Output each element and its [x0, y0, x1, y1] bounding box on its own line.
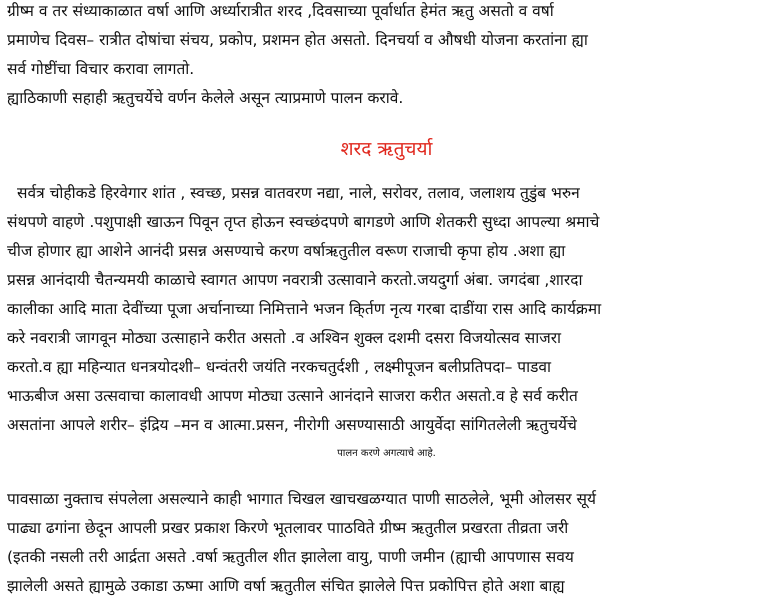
- text-line: करे नवरात्री जागवून मोठ्या उत्साहाने करीत असतो .व अश्विन शुक्ल दशमी दसरा विजयोत्सव साजरा: [7, 329, 562, 347]
- text-line: पालन करणे अगत्याचे आहे.: [337, 448, 436, 459]
- text-line: प्रमाणेच दिवस– रात्रीत दोषांचा संचय, प्रकोप, प्रशमन होत असतो. दिनचर्या व औषधी योजना करतांना ह्या: [7, 31, 588, 49]
- text-line: ग्रीष्म व तर संध्याकाळात वर्षा आणि अर्ध्यारात्रीत शरद ,दिवसाच्या पूर्वार्धात हेमंत ऋतु असतो व वर्षा: [7, 2, 554, 20]
- text-line: (इतकी नसली तरी आर्द्रता असते .वर्षा ऋतुतील शीत झालेला वायु, पाणी जमीन (ह्याची आपणास सवय: [7, 548, 574, 566]
- text-line: संथपणे वाहणे .पशुपाक्षी खाऊन पिवून तृप्त होऊन स्वच्छंदपणे बागडणे आणि शेतकरी सुध्दा आपल्या श्रमाचे: [7, 213, 600, 231]
- text-line: पाढ्या ढगांना छेदून आपली प्रखर प्रकाश किरणे भूतलावर पााठविते ग्रीष्म ऋतुतील प्रखरता तीव्रता जरी: [7, 519, 569, 537]
- text-line: चीज होणार ह्या आशेने आनंदी प्रसन्न असण्याचे करण वर्षाऋतुतील वरूण राजाची कृपा होय .अशा ह्या: [7, 242, 566, 260]
- text-line: असतांना आपले शरीर– इंद्रिय –मन व आत्मा.प्रसन, नीरोगी असण्यासाठी आयुर्वेदा सांगितलेली ऋतुचर्येचे: [7, 416, 577, 434]
- text-line: भाऊबीज असा उत्सवाचा कालावधी आपण मोठ्या उत्साने आनंदाने साजरा करीत असतो.व हे सर्व करीत: [7, 387, 578, 405]
- text-line: सर्वत्र चोहीकडे हिरवेगार शांत , स्वच्छ, प्रसन्न वातवरण नद्या, नाले, सरोवर, तलाव, जलाशय तुडुंब भरुन: [17, 184, 580, 202]
- text-line: पावसाळा नुक्ताच संपलेला असल्याने काही भागात चिखल खाचखळग्यात पाणी साठलेले, भूमी ओलसर सूर्य: [7, 490, 596, 508]
- text-line: सर्व गोष्टींचा विचार करावा लागतो.: [7, 60, 195, 78]
- text-line: कालीका आदि माता देवींच्या पूजा अर्चानाच्या निमित्ताने भजन कि्र्तण नृत्य गरबा दाडींया रास आदि कार्यक्रमा: [7, 300, 602, 318]
- text-line: प्रसन्न आनंदायी चैतन्यमयी काळाचे स्वागत आपण नवरात्री उत्सावाने करतो.जयदुर्गा अंबा. जगदंबा ,शारदा: [7, 271, 583, 289]
- text-line: करतो.व ह्या महिन्यात धनत्रयोदशी– धन्वंतरी जयंति नरकचतुर्दशी , लक्ष्मीपूजन बलीप्रतिपदा– पाडवा: [7, 358, 552, 376]
- text-line: ह्याठिकाणी सहाही ऋतुचर्येचे वर्णन केलेले असून त्याप्रमाणे पालन करावे.: [7, 89, 404, 107]
- section-heading: शरद ऋतुचर्या: [340, 138, 433, 160]
- text-line: झालेली असते ह्यामुळे उकाडा ऊष्मा आणि वर्षा ऋतुतील संचित झालेले पित्त प्रकोपित्त होते अशा बाह्य: [7, 577, 565, 595]
